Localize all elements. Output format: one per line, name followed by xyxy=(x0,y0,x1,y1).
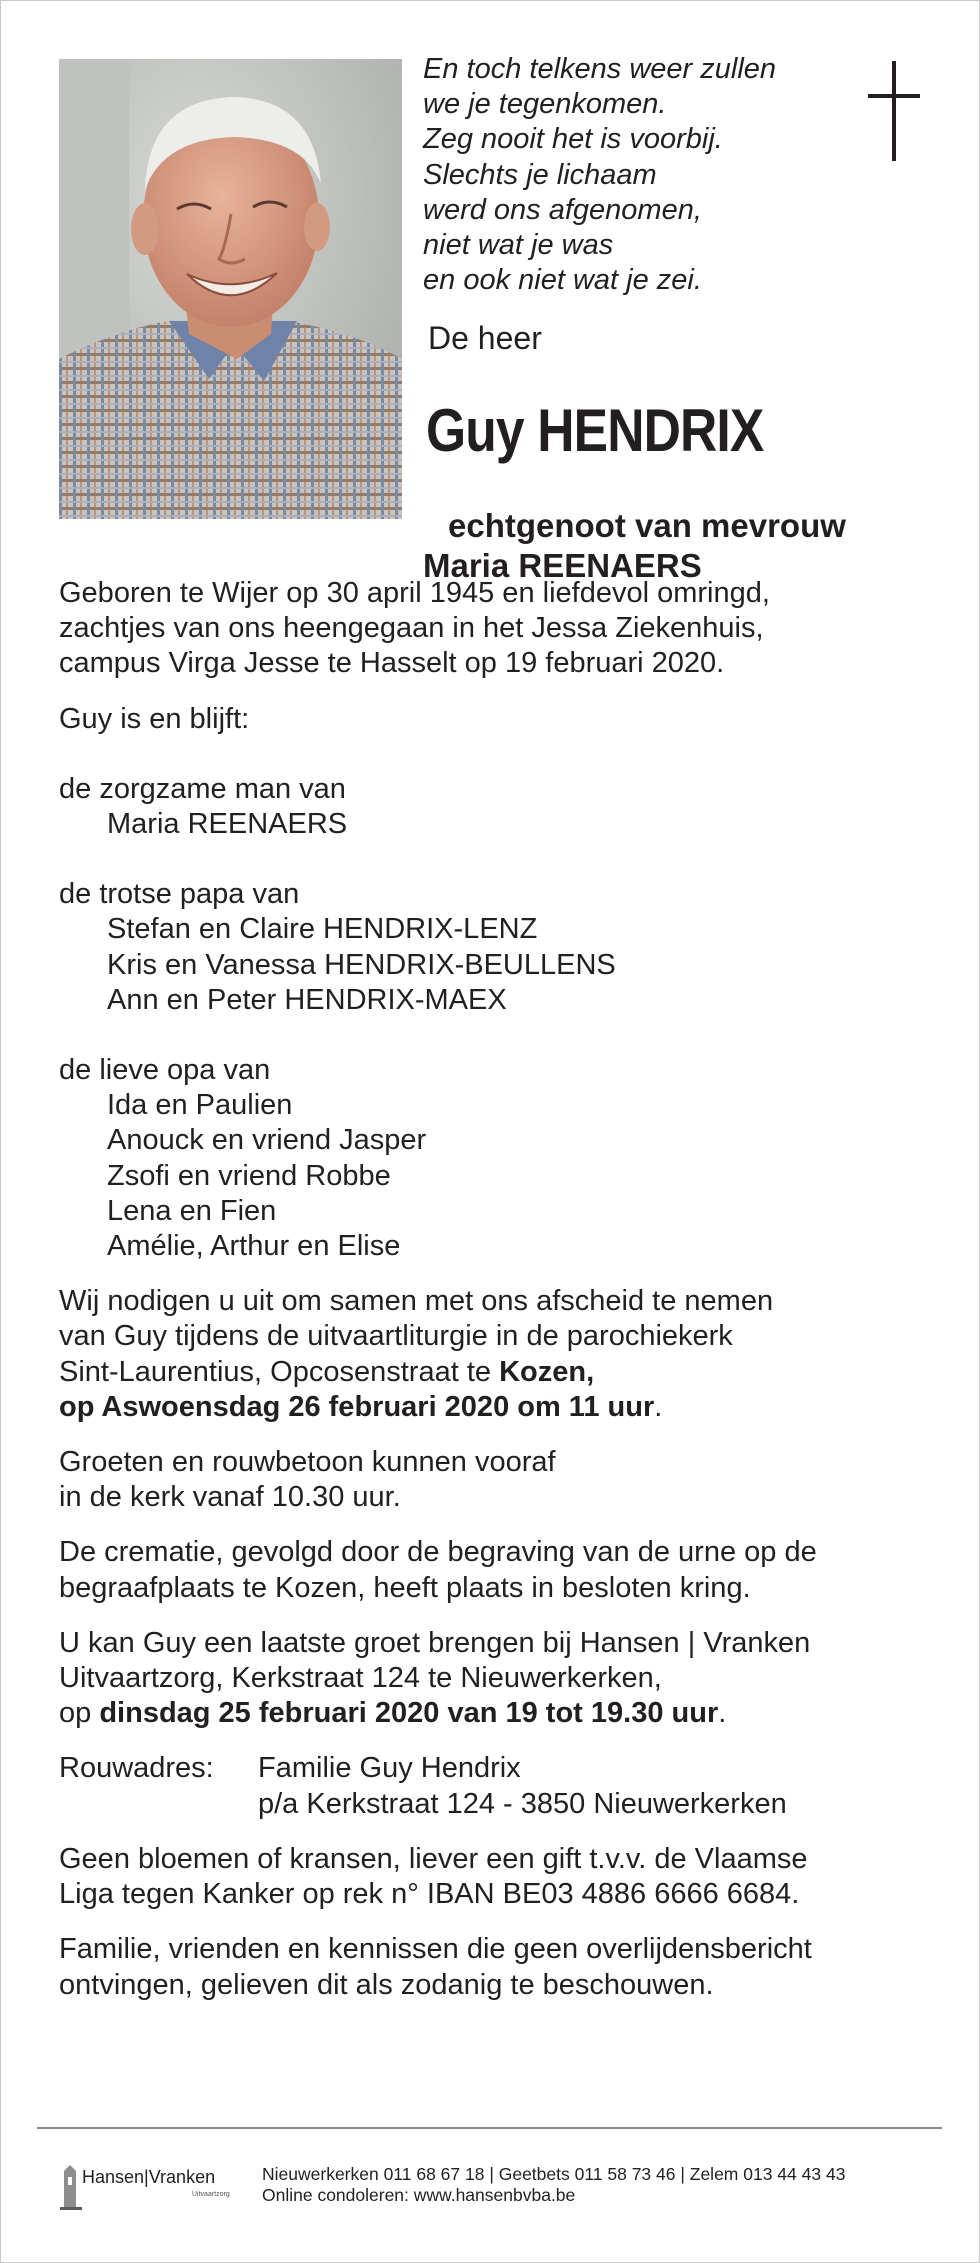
logo-subtitle: Uitvaartzorg xyxy=(192,2191,230,2198)
text-span: op xyxy=(59,1697,100,1730)
birth-paragraph xyxy=(59,576,939,682)
grandfather-label: de lieve opa van xyxy=(59,1054,271,1087)
visit-time-emphasis: dinsdag 25 februari 2020 van 19 tot 19.30 uur xyxy=(99,1697,719,1730)
portrait-photo xyxy=(59,59,402,519)
poem-line: Zeg nooit het is voorbij. xyxy=(423,123,723,156)
phone-numbers: Nieuwerkerken 011 68 67 18 | Geetbets 011 58 73 46 | Zelem 013 44 43 43 xyxy=(262,2164,846,2184)
text-line: in de kerk vanaf 10.30 uur. xyxy=(59,1481,401,1514)
grandchild-entry: Amélie, Arthur en Elise xyxy=(107,1230,401,1263)
text-line: ontvingen, gelieven dit als zodanig te beschouwen. xyxy=(59,1968,714,2001)
footer-contacts xyxy=(262,2164,845,2206)
cremation-paragraph xyxy=(59,1535,939,1605)
poem-line: En toch telkens weer zullen xyxy=(423,53,777,85)
text-line: campus Virga Jesse te Hasselt op 19 februari 2020. xyxy=(59,647,725,680)
poem-line: en ook niet wat je zei. xyxy=(423,264,702,297)
poem-line: Slechts je lichaam xyxy=(423,158,657,191)
text-line: U kan Guy een laatste groet brengen bij Hansen | Vranken xyxy=(59,1626,811,1659)
father-label: de trotse papa van xyxy=(59,878,300,911)
text-line: Geboren te Wijer op 30 april 1945 en liefdevol omringd, xyxy=(59,577,770,609)
online-condolences-link[interactable]: Online condoleren: www.hansenbvba.be xyxy=(262,2185,576,2205)
poem-line: werd ons afgenomen, xyxy=(423,193,702,226)
text-line xyxy=(59,1390,939,1425)
place-emphasis: Kozen, xyxy=(499,1355,595,1388)
announcement-body xyxy=(59,576,939,2003)
text-line: Familie, vrienden en kennissen die geen overlijdensbericht xyxy=(59,1933,812,1966)
text-span: Sint-Laurentius, Opcosenstraat te xyxy=(59,1355,500,1388)
cross-icon xyxy=(868,61,920,161)
text-line: De crematie, gevolgd door de begraving van de urne op de xyxy=(59,1536,817,1569)
address-line: Familie Guy Hendrix xyxy=(258,1752,521,1785)
poem xyxy=(423,52,823,298)
husband-label: de zorgzame man van xyxy=(59,772,346,805)
mourning-address xyxy=(59,1751,939,1821)
funeral-home-logo xyxy=(60,2163,235,2213)
remains-line: Guy is en blijft: xyxy=(59,702,250,735)
address-label: Rouwadres: xyxy=(59,1752,214,1785)
text-span: . xyxy=(654,1390,663,1423)
text-line: begraafplaats te Kozen, heeft plaats in besloten kring. xyxy=(59,1571,751,1604)
grandchild-entry: Zsofi en vriend Robbe xyxy=(107,1159,391,1192)
deceased-name: Guy HENDRIX xyxy=(426,397,764,464)
text-line: Uitvaartzorg, Kerkstraat 124 te Nieuwerkerken, xyxy=(59,1662,662,1695)
text-line: Geen bloemen of kransen, liever een gift t.v.v. de Vlaamse xyxy=(59,1842,808,1875)
text-line: van Guy tijdens de uitvaartliturgie in de parochiekerk xyxy=(59,1320,733,1353)
spouse-line: echtgenoot van mevrouw xyxy=(448,507,846,544)
grandchild-entry: Anouck en vriend Jasper xyxy=(107,1124,427,1157)
text-line: Groeten en rouwbetoon kunnen vooraf xyxy=(59,1446,556,1479)
poem-line: niet wat je was xyxy=(423,229,614,262)
text-line xyxy=(59,1696,939,1731)
logo-text: Hansen|Vranken xyxy=(82,2167,216,2187)
text-line: Liga tegen Kanker op rek n° IBAN BE03 4886 6666 6684. xyxy=(59,1878,800,1911)
grandchild-entry: Lena en Fien xyxy=(107,1194,277,1227)
greetings-paragraph xyxy=(59,1445,939,1515)
flowers-paragraph xyxy=(59,1842,939,1912)
text-line: Wij nodigen u uit om samen met ons afscheid te nemen xyxy=(59,1285,774,1318)
text-line xyxy=(59,1355,939,1390)
footer-divider xyxy=(37,2127,942,2129)
text-line: zachtjes van ons heengegaan in het Jessa Ziekenhuis, xyxy=(59,612,764,645)
address-line: p/a Kerkstraat 124 - 3850 Nieuwerkerken xyxy=(258,1787,787,1820)
spouse-name: Maria REENAERS xyxy=(423,547,702,584)
spouse-entry: Maria REENAERS xyxy=(107,808,348,841)
child-entry: Ann en Peter HENDRIX-MAEX xyxy=(107,983,507,1016)
visit-paragraph xyxy=(59,1626,939,1732)
text-span: . xyxy=(718,1697,727,1730)
funeral-paragraph xyxy=(59,1284,939,1425)
child-entry: Stefan en Claire HENDRIX-LENZ xyxy=(107,913,538,946)
grandchild-entry: Ida en Paulien xyxy=(107,1089,293,1122)
poem-line: we je tegenkomen. xyxy=(423,88,667,121)
date-emphasis: op Aswoensdag 26 februari 2020 om 11 uur xyxy=(59,1390,655,1423)
notice-paragraph xyxy=(59,1932,939,2002)
honorific-title: De heer xyxy=(428,320,542,356)
child-entry: Kris en Vanessa HENDRIX-BEULLENS xyxy=(107,948,616,981)
chapel-icon xyxy=(60,2163,82,2211)
